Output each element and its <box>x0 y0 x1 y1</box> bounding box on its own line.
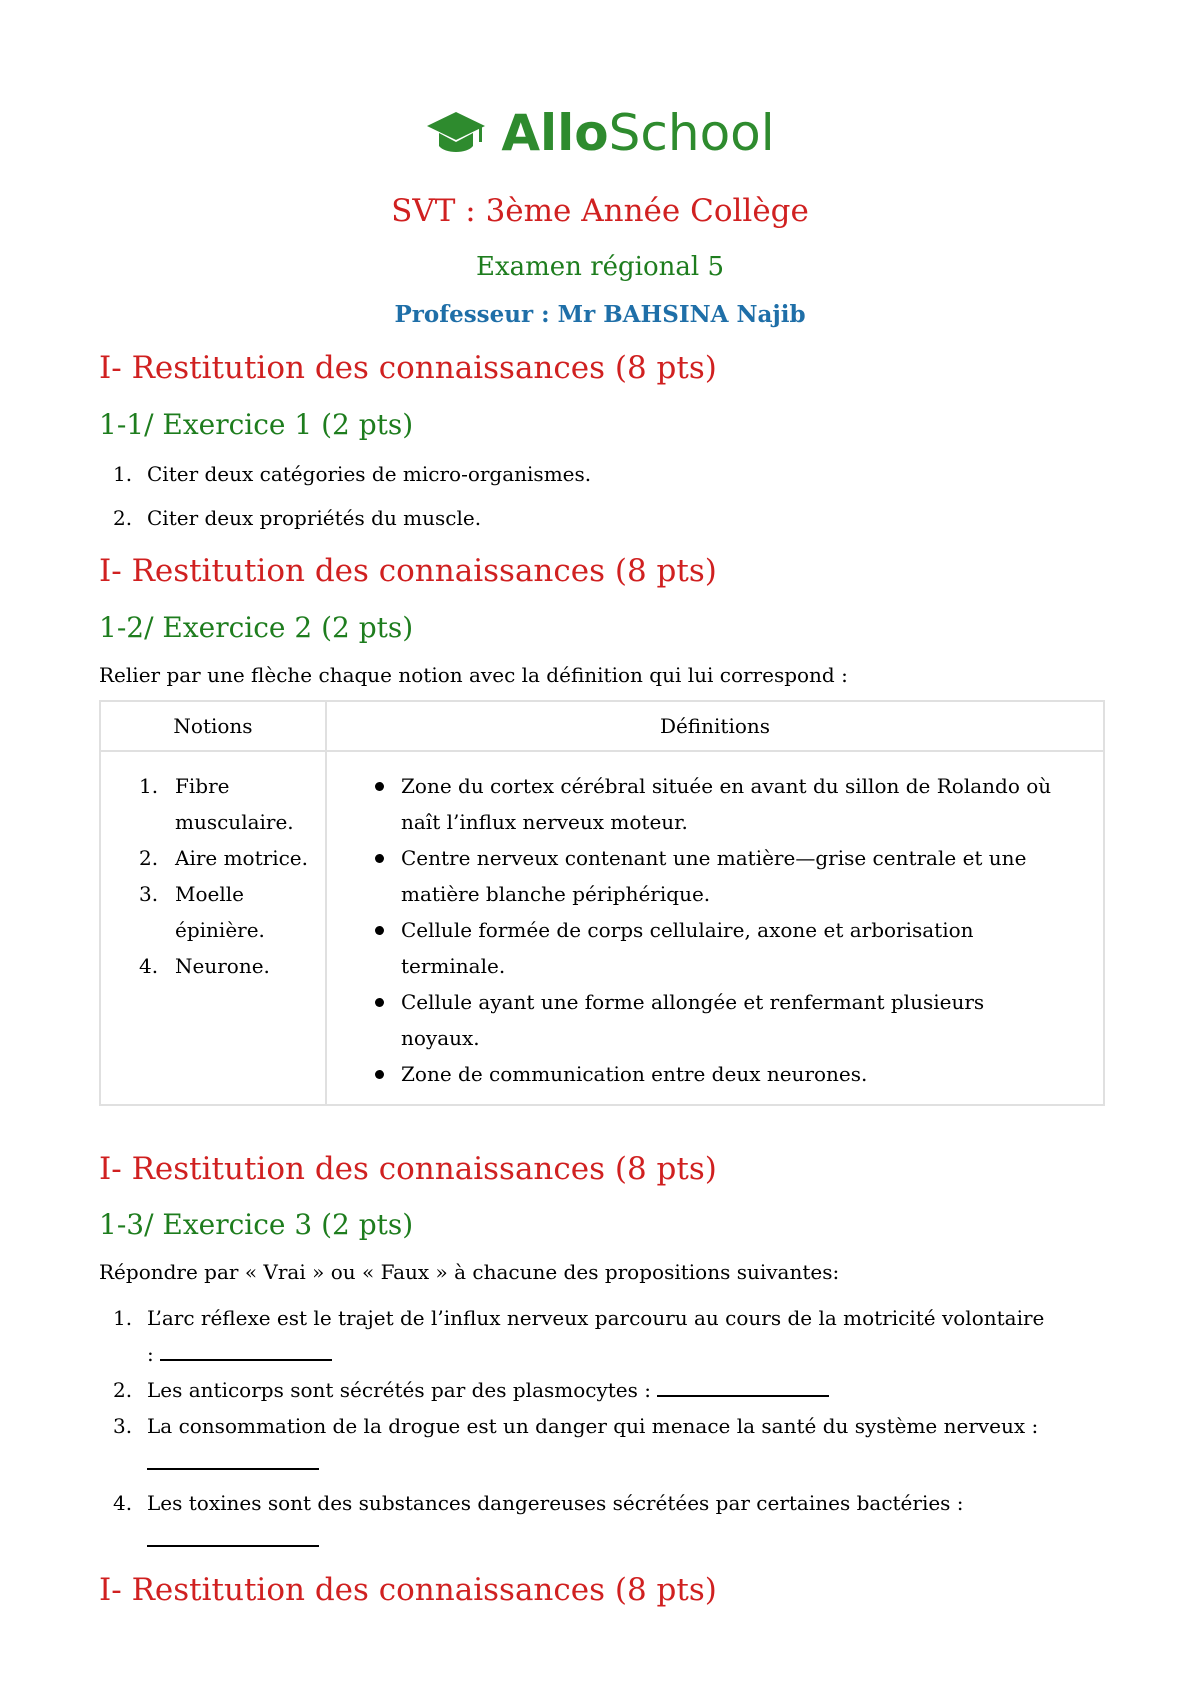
answer-blank[interactable] <box>657 1379 829 1397</box>
definition-item: Zone de communication entre deux neurones. <box>371 1056 1061 1092</box>
answer-blank[interactable] <box>147 1529 319 1547</box>
document-title: SVT : 3ème Année Collège <box>391 193 809 229</box>
exercise1-list <box>99 456 1109 536</box>
list-item: 1. L’arc réflexe est le trajet de l’influx nerveux parcouru au cours de la motricité volontaire : <box>113 1306 1045 1366</box>
notion-item: 3. Moelle épinière. <box>139 882 265 942</box>
notion-item: 2. Aire motrice. <box>139 846 308 870</box>
list-item: 2. Citer deux propriétés du muscle. <box>113 506 482 530</box>
graduation-cap-icon <box>425 108 487 158</box>
document-subtitle: Examen régional 5 <box>476 252 724 282</box>
teacher-name: Professeur : Mr BAHSINA Najib <box>394 301 806 328</box>
list-item: 3. La consommation de la drogue est un danger qui menace la santé du système nerveux : <box>99 1408 1119 1481</box>
list-item: 1. Citer deux catégories de micro-organismes. <box>113 462 592 486</box>
matching-table <box>99 700 1105 1106</box>
exercise-title: 1-2/ Exercice 2 (2 pts) <box>99 611 414 644</box>
alloschool-logo[interactable] <box>0 104 1200 162</box>
notion-item: 4. Neurone. <box>139 954 270 978</box>
definition-item: Cellule formée de corps cellulaire, axone et arborisation terminale. <box>371 912 1061 984</box>
definitions-cell <box>326 751 1104 1105</box>
answer-blank[interactable] <box>147 1452 319 1470</box>
exercise-title: 1-1/ Exercice 1 (2 pts) <box>99 408 414 441</box>
exercise3-list <box>99 1300 1119 1558</box>
notions-cell <box>100 751 326 1105</box>
list-item: 4. Les toxines sont des substances dangereuses sécrétées par certaines bactéries : <box>99 1485 1119 1558</box>
answer-blank[interactable] <box>160 1343 332 1361</box>
definition-item: Cellule ayant une forme allongée et renfermant plusieurs noyaux. <box>371 984 1061 1056</box>
table-header-definitions: Définitions <box>326 701 1104 751</box>
table-header-notions: Notions <box>100 701 326 751</box>
list-item: 2. Les anticorps sont sécrétés par des plasmocytes : <box>99 1372 1119 1408</box>
logo-text: AlloSchool <box>501 104 775 162</box>
exercise-title: 1-3/ Exercice 3 (2 pts) <box>99 1208 414 1241</box>
notion-item: 1. Fibre musculaire. <box>139 774 294 834</box>
section-title: I- Restitution des connaissances (8 pts) <box>99 1151 717 1187</box>
section-title: I- Restitution des connaissances (8 pts) <box>99 553 717 589</box>
section-title: I- Restitution des connaissances (8 pts) <box>99 350 717 386</box>
exercise3-instruction: Répondre par « Vrai » ou « Faux » à chacune des propositions suivantes: <box>99 1260 840 1284</box>
exercise2-instruction: Relier par une flèche chaque notion avec la définition qui lui correspond : <box>99 663 848 687</box>
section-title: I- Restitution des connaissances (8 pts) <box>99 1572 717 1608</box>
definition-item: Zone du cortex cérébral située en avant du sillon de Rolando où naît l’influx nerveux moteur. <box>371 768 1061 840</box>
definition-item: Centre nerveux contenant une matière—grise centrale et une matière blanche périphérique. <box>371 840 1061 912</box>
